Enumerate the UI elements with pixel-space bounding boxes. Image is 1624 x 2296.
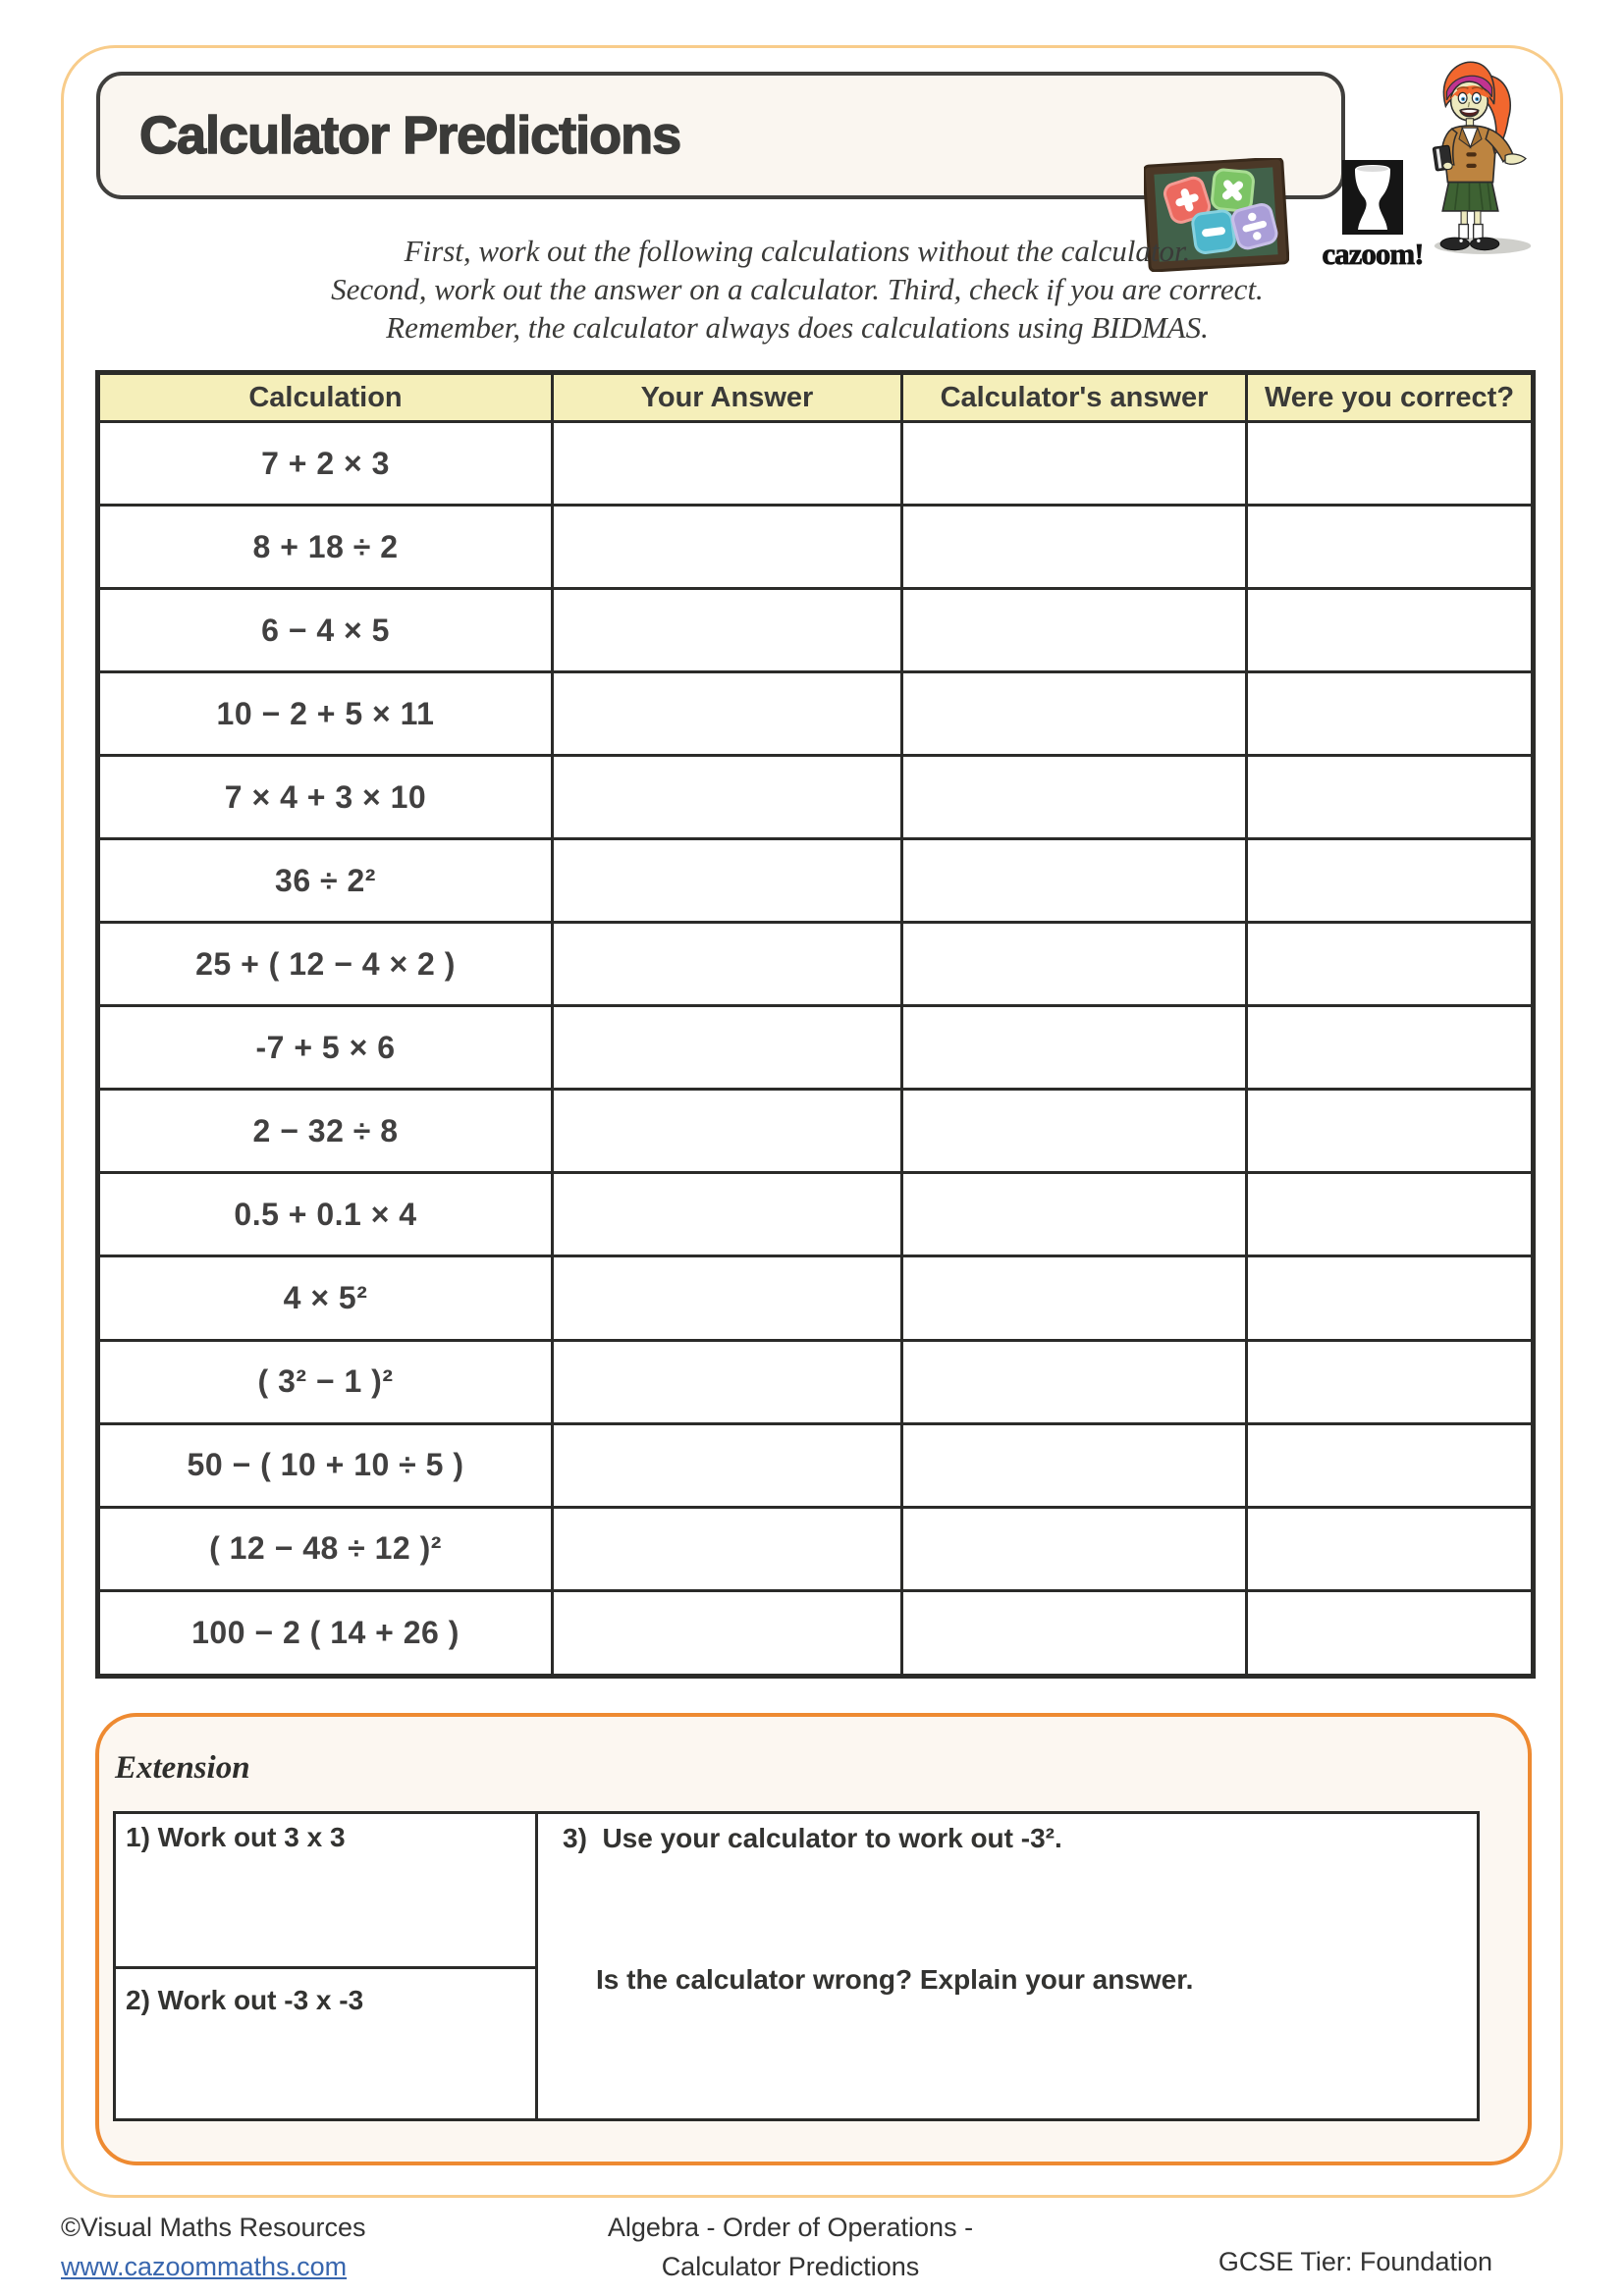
extension-table [113, 1811, 1480, 2121]
cazoom-brand: cazoom! [1322, 237, 1424, 271]
calculation-cell: 50 − ( 10 + 10 ÷ 5 ) [98, 1423, 553, 1507]
calculation-cell: 36 ÷ 2² [98, 839, 553, 923]
calculation-cell: 7 + 2 × 3 [98, 422, 553, 506]
calculator-answer-cell [902, 506, 1247, 589]
extension-q1-cell [115, 1813, 537, 1968]
calculator-answer-cell [902, 756, 1247, 839]
table-row [98, 506, 1534, 589]
table-row [98, 1340, 1534, 1423]
extension-q3-cell [537, 1813, 1479, 2120]
were-you-correct-cell [1247, 1423, 1534, 1507]
calculator-answer-cell [902, 1423, 1247, 1507]
table-row [98, 923, 1534, 1006]
table-row [98, 756, 1534, 839]
extension-q2-cell [115, 1968, 537, 2120]
your-answer-cell [553, 1256, 902, 1340]
were-you-correct-cell [1247, 1173, 1534, 1256]
were-you-correct-cell [1247, 1507, 1534, 1590]
table-row [98, 422, 1534, 506]
your-answer-cell [553, 1423, 902, 1507]
footer-website-link[interactable]: www.cazoommaths.com [61, 2252, 348, 2281]
instruction-line: Second, work out the answer on a calculator. Third, check if you are correct. [331, 272, 1264, 306]
your-answer-cell [553, 506, 902, 589]
table-header-row [98, 373, 1534, 422]
calculator-answer-cell [902, 839, 1247, 923]
were-you-correct-cell [1247, 422, 1534, 506]
table-row [98, 1006, 1534, 1090]
calculation-cell: ( 12 − 48 ÷ 12 )² [98, 1507, 553, 1590]
were-you-correct-cell [1247, 589, 1534, 672]
column-header-2: Your Answer [553, 373, 902, 422]
your-answer-cell [553, 1090, 902, 1173]
table-row [98, 1173, 1534, 1256]
table-row [98, 1090, 1534, 1173]
calculation-cell: 7 × 4 + 3 × 10 [98, 756, 553, 839]
your-answer-cell [553, 1173, 902, 1256]
column-header-3: Calculator's answer [902, 373, 1247, 422]
your-answer-cell [553, 923, 902, 1006]
cazoom-drum-icon [1342, 160, 1403, 235]
footer-topic-line2: Calculator Predictions [661, 2252, 920, 2281]
were-you-correct-cell [1247, 1090, 1534, 1173]
table-row [98, 1423, 1534, 1507]
calculation-cell: -7 + 5 × 6 [98, 1006, 553, 1090]
calculator-answer-cell [902, 672, 1247, 756]
your-answer-cell [553, 839, 902, 923]
calculator-answer-cell [902, 1090, 1247, 1173]
calculations-table [95, 370, 1536, 1679]
your-answer-cell [553, 1340, 902, 1423]
table-row [98, 1590, 1534, 1676]
instruction-line: Remember, the calculator always does calculations using BIDMAS. [386, 310, 1209, 345]
were-you-correct-cell [1247, 1340, 1534, 1423]
were-you-correct-cell [1247, 923, 1534, 1006]
schoolgirl-mascot [1415, 57, 1548, 257]
extension-q3-followup: Is the calculator wrong? Explain your answer. [596, 1964, 1194, 1995]
instructions [95, 232, 1499, 347]
calculation-cell: 2 − 32 ÷ 8 [98, 1090, 553, 1173]
calculator-answer-cell [902, 1340, 1247, 1423]
were-you-correct-cell [1247, 1256, 1534, 1340]
were-you-correct-cell [1247, 672, 1534, 756]
calculation-cell: 8 + 18 ÷ 2 [98, 506, 553, 589]
extension-q1-text: 1) Work out 3 x 3 [126, 1822, 346, 1852]
calculator-answer-cell [902, 422, 1247, 506]
extension-box [95, 1713, 1532, 2165]
your-answer-cell [553, 756, 902, 839]
calculation-cell: 0.5 + 0.1 × 4 [98, 1173, 553, 1256]
table-row [98, 672, 1534, 756]
your-answer-cell [553, 1006, 902, 1090]
calculation-cell: 4 × 5² [98, 1256, 553, 1340]
your-answer-cell [553, 1590, 902, 1676]
calculation-cell: 25 + ( 12 − 4 × 2 ) [98, 923, 553, 1006]
calculator-answer-cell [902, 1173, 1247, 1256]
calculator-answer-cell [902, 589, 1247, 672]
your-answer-cell [553, 672, 902, 756]
calculation-cell: 10 − 2 + 5 × 11 [98, 672, 553, 756]
calculator-answer-cell [902, 1006, 1247, 1090]
your-answer-cell [553, 422, 902, 506]
column-header-4: Were you correct? [1247, 373, 1534, 422]
table-row [98, 1256, 1534, 1340]
were-you-correct-cell [1247, 756, 1534, 839]
extension-q3-text: 3) Use your calculator to work out -3². [563, 1823, 1062, 1853]
table-row [98, 589, 1534, 672]
footer-tier: GCSE Tier: Foundation [1218, 2247, 1492, 2276]
calculator-answer-cell [902, 1590, 1247, 1676]
footer-topic-line1: Algebra - Order of Operations - [607, 2213, 974, 2242]
calculation-cell: 6 − 4 × 5 [98, 589, 553, 672]
calculator-answer-cell [902, 1507, 1247, 1590]
extension-heading: Extension [115, 1750, 250, 1786]
instruction-line: First, work out the following calculations without the calculator. [404, 234, 1191, 268]
were-you-correct-cell [1247, 839, 1534, 923]
calculations-table-body [98, 422, 1534, 1677]
page-title: Calculator Predictions [139, 106, 681, 165]
table-row [98, 839, 1534, 923]
calculator-answer-cell [902, 923, 1247, 1006]
extension-q2-text: 2) Work out -3 x -3 [126, 1985, 364, 2015]
footer-copyright: ©Visual Maths Resources [61, 2213, 366, 2242]
were-you-correct-cell [1247, 506, 1534, 589]
calculation-cell: ( 3² − 1 )² [98, 1340, 553, 1423]
calculator-answer-cell [902, 1256, 1247, 1340]
were-you-correct-cell [1247, 1590, 1534, 1676]
calculation-cell: 100 − 2 ( 14 + 26 ) [98, 1590, 553, 1676]
were-you-correct-cell [1247, 1006, 1534, 1090]
your-answer-cell [553, 1507, 902, 1590]
your-answer-cell [553, 589, 902, 672]
table-row [98, 1507, 1534, 1590]
column-header-1: Calculation [98, 373, 553, 422]
